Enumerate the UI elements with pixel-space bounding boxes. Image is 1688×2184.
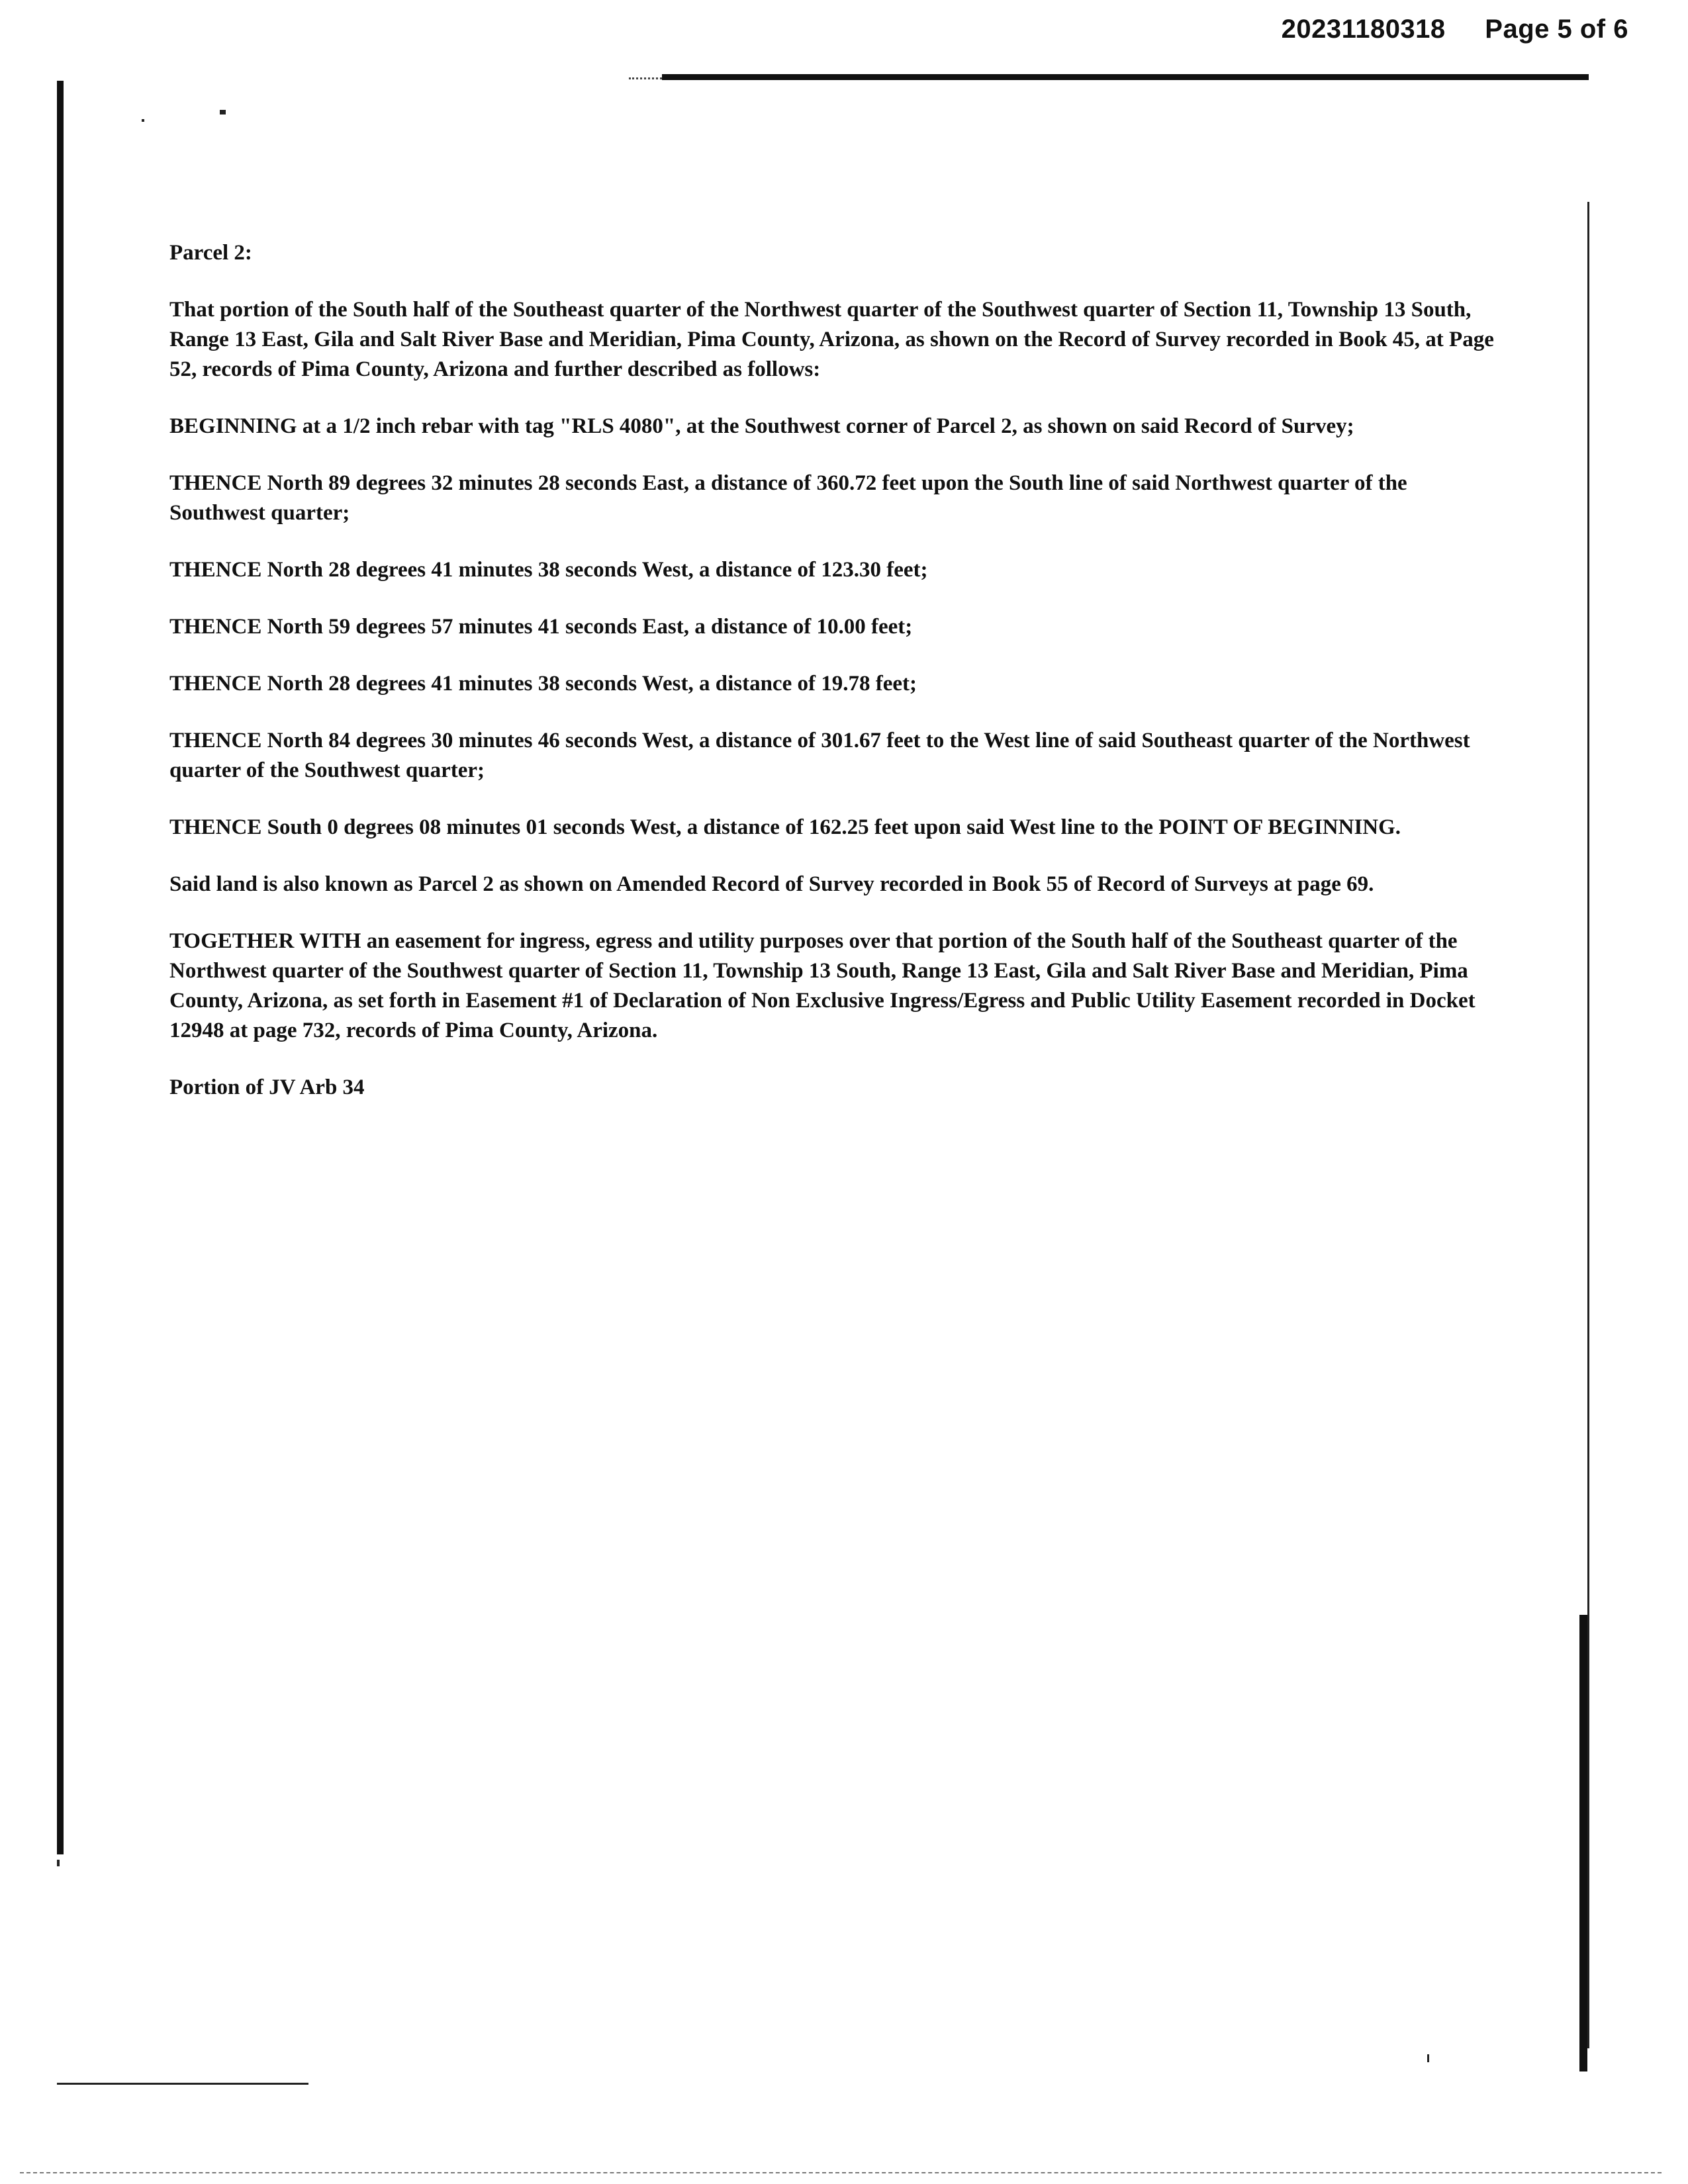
scan-line-bottom [20,2172,1662,2173]
paragraph-portion-description: That portion of the South half of the Southeast quarter of the Northwest quarter of the Southwest quarter of Section 11, Township 13 South, Range 13 East, Gila and Salt River Base and Meridian, Pima County, Arizona, as shown on the Record of Survey recorded in Book 45, at Page 52, records of Pima County, Arizona and further described as follows: [169,298,1494,381]
paragraph-thence-5: THENCE North 84 degrees 30 minutes 46 seconds West, a distance of 301.67 feet to the West line of said Southeast quarter of the Northwest quarter of the Southwest quarter; [169,729,1470,782]
scan-line-bottom-left [57,2083,308,2085]
scan-speck [142,119,144,122]
paragraph-beginning: BEGINNING at a 1/2 inch rebar with tag "RLS 4080", at the Southwest corner of Parcel 2, as shown on said Record of Survey; [169,414,1354,438]
scan-border-top-dots [629,77,662,79]
scan-border-top [662,74,1589,80]
paragraph-also-known-as: Said land is also known as Parcel 2 as shown on Amended Record of Survey recorded in Book 55 of Record of Surveys at page 69. [169,872,1374,896]
paragraph-thence-1: THENCE North 89 degrees 32 minutes 28 seconds East, a distance of 360.72 feet upon the South line of said Northwest quarter of the Southwest quarter; [169,471,1407,525]
paragraph-thence-3: THENCE North 59 degrees 57 minutes 41 seconds East, a distance of 10.00 feet; [169,615,913,639]
paragraph-thence-6: THENCE South 0 degrees 08 minutes 01 seconds West, a distance of 162.25 feet upon said West line to the POINT OF BEGINNING. [169,815,1401,839]
page-header [1282,15,1628,44]
scan-speck [57,1860,60,1866]
paragraph-easement: TOGETHER WITH an easement for ingress, egress and utility purposes over that portion of the South half of the Southeast quarter of the Northwest quarter of the Southwest quarter of Section 11, Township 13 South, Range 13 East, Gila and Salt River Base and Meridian, Pima County, Arizona, as set forth in Easement #1 of Declaration of Non Exclusive Ingress/Egress and Public Utility Easement recorded in Docket 12948 at page 732, records of Pima County, Arizona. [169,929,1476,1042]
scan-speck [1427,2054,1429,2062]
section-heading: Parcel 2: [169,241,252,265]
record-number: 20231180318 [1281,15,1446,44]
scan-speck [220,110,226,114]
footer-note: Portion of JV Arb 34 [169,1075,365,1099]
scan-border-left [57,81,64,1854]
scan-border-right [1587,202,1589,2048]
paragraph-thence-2: THENCE North 28 degrees 41 minutes 38 seconds West, a distance of 123.30 feet; [169,558,928,582]
legal-description [169,238,1507,1130]
paragraph-thence-4: THENCE North 28 degrees 41 minutes 38 seconds West, a distance of 19.78 feet; [169,672,917,696]
scan-border-right-thick [1579,1615,1587,2071]
page-indicator: Page 5 of 6 [1485,15,1628,44]
